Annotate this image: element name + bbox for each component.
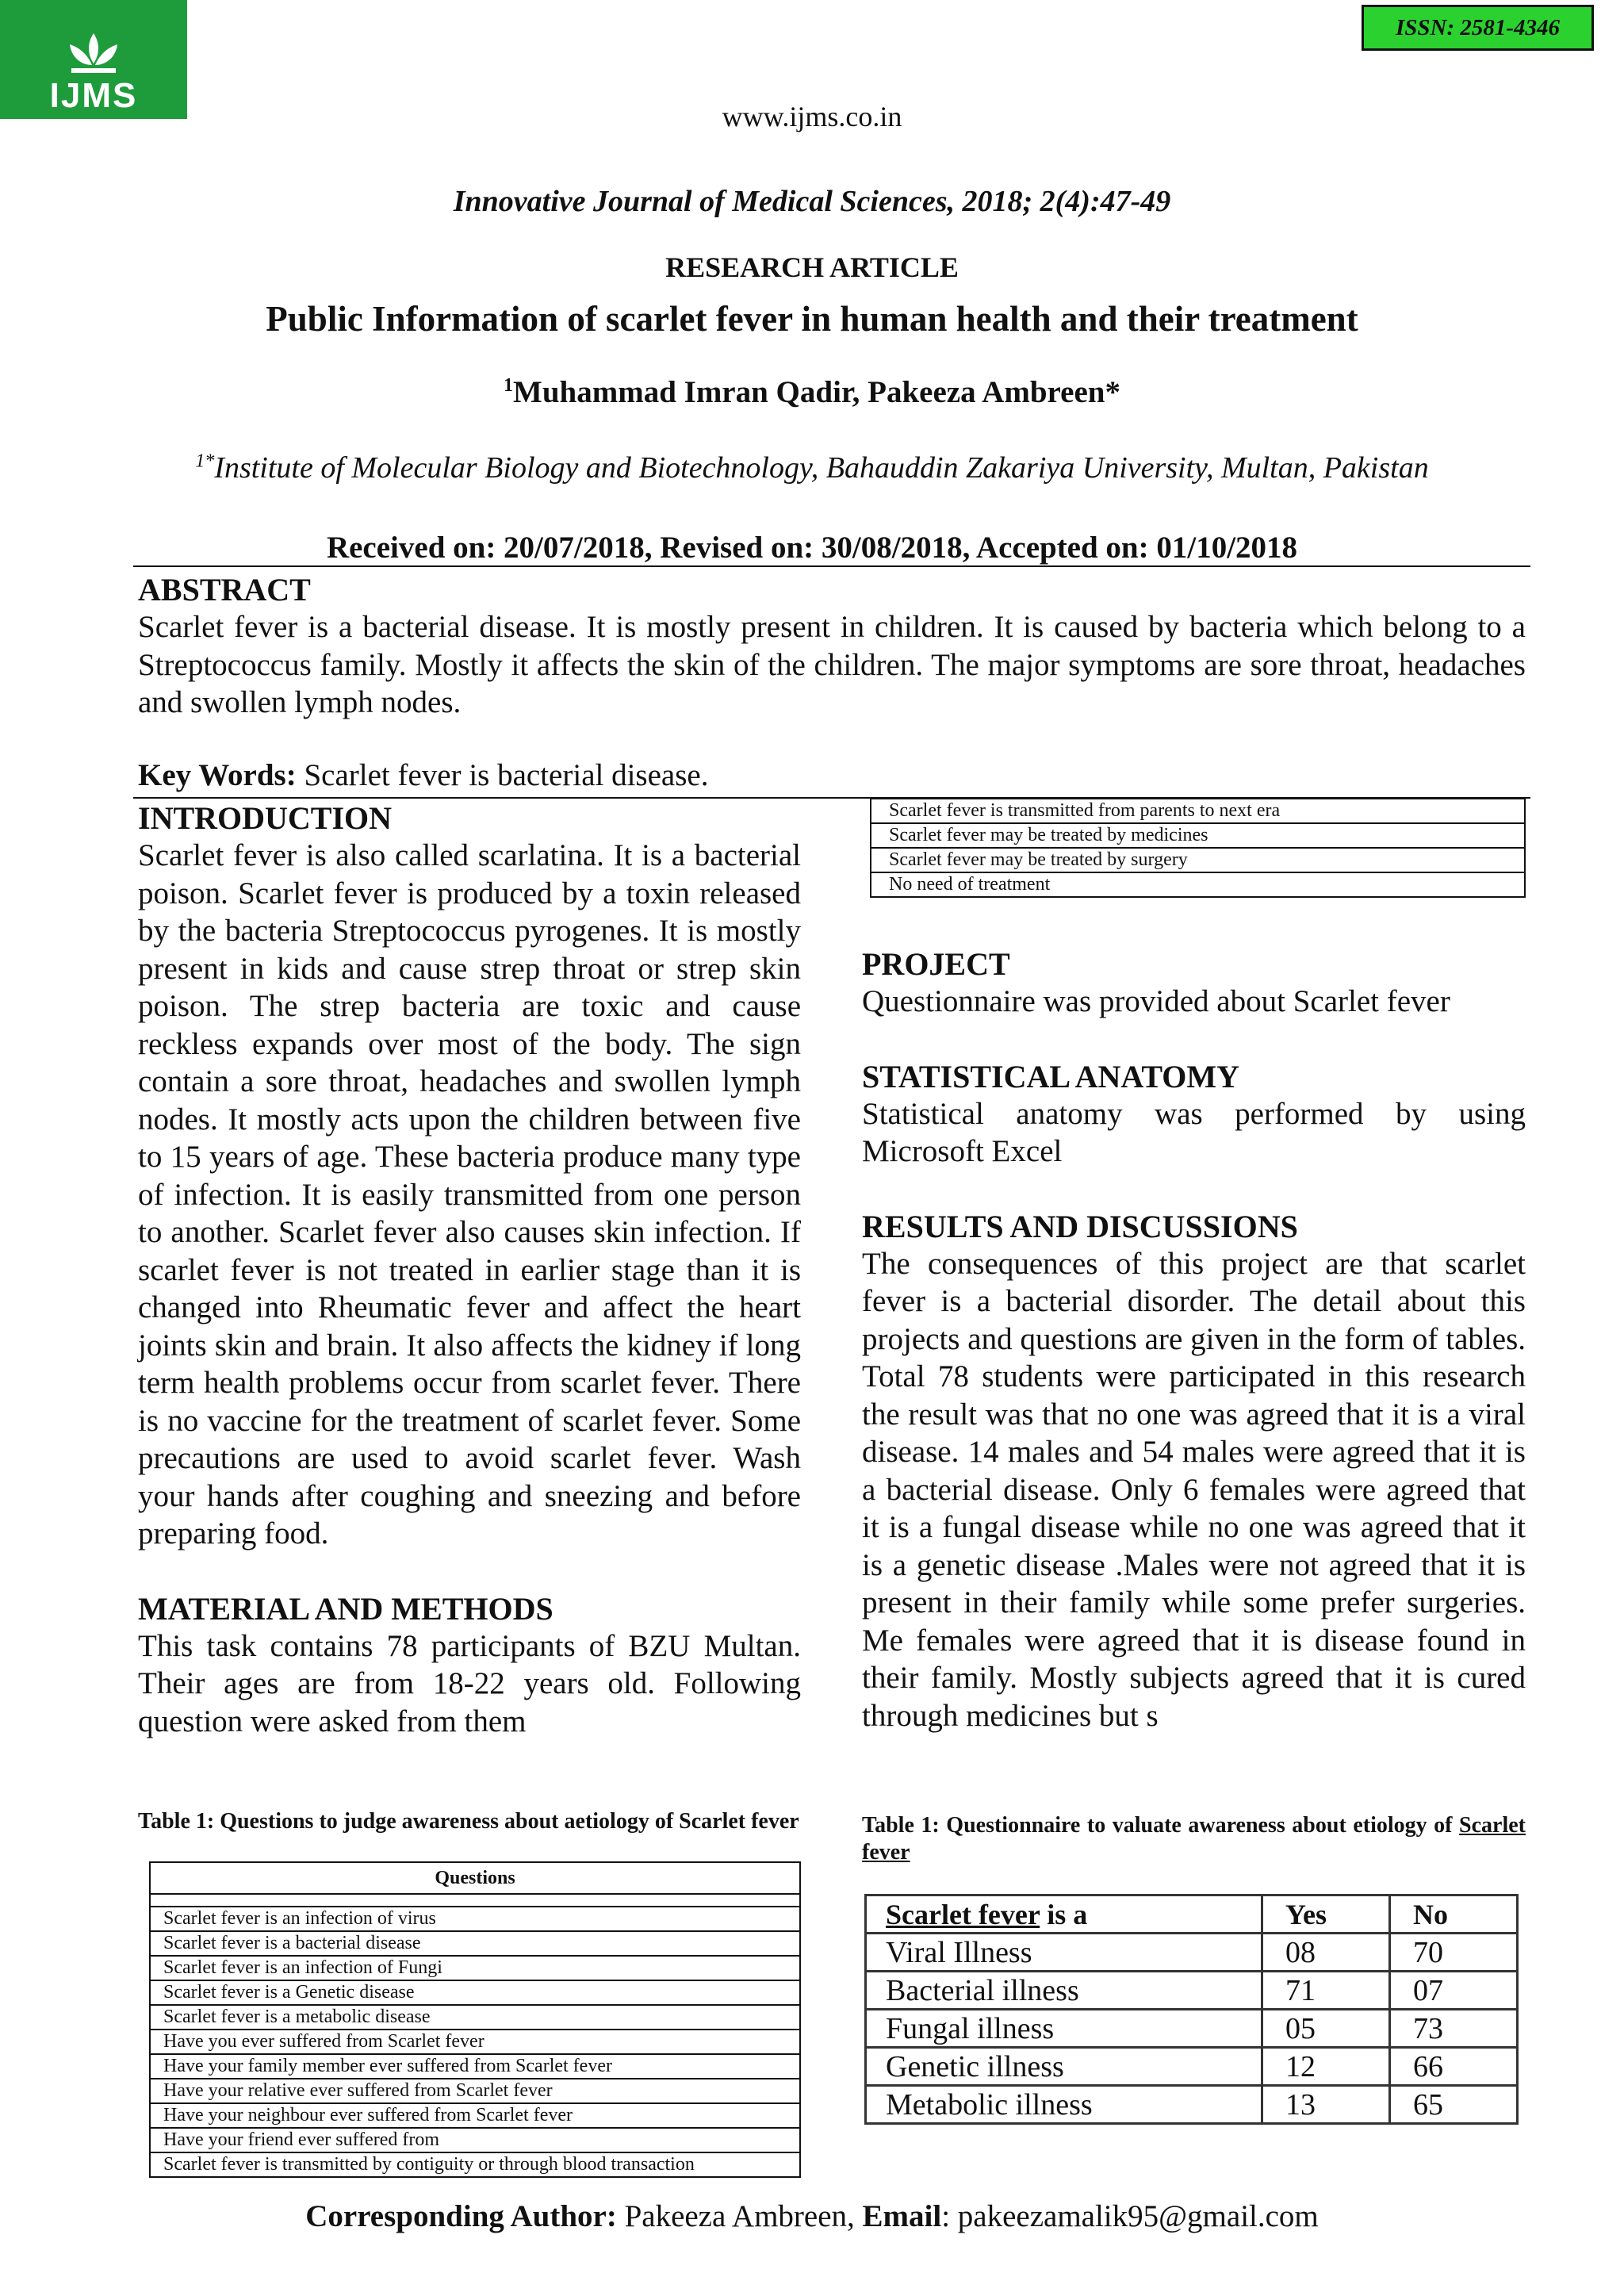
authors xyxy=(0,374,1624,410)
questions-table xyxy=(149,1861,801,2178)
table-row: Bacterial illness 71 07 xyxy=(866,1972,1518,2010)
table-row: Have your friend ever suffered from xyxy=(150,2128,800,2152)
statistics-text: Statistical anatomy was performed by using Microsoft Excel xyxy=(862,1096,1526,1168)
table-row: Scarlet fever is an infection of virus xyxy=(150,1907,800,1931)
table-row: Scarlet fever may be treated by medicines xyxy=(871,823,1525,848)
results-table xyxy=(864,1894,1519,2125)
keywords-label: Key Words: xyxy=(138,758,297,792)
project-heading: PROJECT xyxy=(862,946,1010,982)
table-row: Scarlet fever is transmitted by contiguity or through blood transaction xyxy=(150,2152,800,2177)
table-row: Scarlet fever is a metabolic disease xyxy=(150,2005,800,2030)
table-row: Fungal illness 05 73 xyxy=(866,2010,1518,2048)
authors-names: Muhammad Imran Qadir, Pakeeza Ambreen* xyxy=(513,375,1120,409)
statistics-heading: STATISTICAL ANATOMY xyxy=(862,1058,1240,1094)
table-row: Have your neighbour ever suffered from Scarlet fever xyxy=(150,2103,800,2128)
affiliation-superscript: 1* xyxy=(195,450,215,472)
author-name: Pakeeza Ambreen, xyxy=(616,2199,863,2233)
introduction-heading: INTRODUCTION xyxy=(138,800,393,836)
divider xyxy=(133,565,1530,567)
affiliation xyxy=(0,450,1624,485)
logo-text: IJMS xyxy=(49,76,138,115)
email-address[interactable]: : pakeezamalik95@gmail.com xyxy=(941,2199,1319,2233)
abstract-heading: ABSTRACT xyxy=(138,572,311,608)
results-table-header xyxy=(866,1895,1518,1934)
table-row: Scarlet fever is a bacterial disease xyxy=(150,1931,800,1956)
paper-title: Public Information of scarlet fever in human health and their treatment xyxy=(266,299,1358,339)
leaf-logo-icon xyxy=(63,30,124,76)
table-row: Scarlet fever is an infection of Fungi xyxy=(150,1956,800,1980)
journal-url[interactable]: www.ijms.co.in xyxy=(722,101,902,132)
questions-table-continued xyxy=(870,798,1526,898)
keywords-text: Scarlet fever is bacterial disease. xyxy=(296,758,709,792)
abstract-text: Scarlet fever is a bacterial disease. It is mostly present in children. It is caused by bacteria which belong to a Streptococcus family. Mostly it affects the skin of the children. The major symptoms are sore throat, headaches and swollen lymph nodes. xyxy=(138,610,1526,719)
keywords xyxy=(138,757,708,793)
table1-results-caption: Table 1: Questionnaire to valuate awareness about etiology of Scarlet fever xyxy=(862,1813,1526,1865)
affiliation-text: Institute of Molecular Biology and Biotechnology, Bahauddin Zakariya University, Multan, Pakistan xyxy=(214,451,1429,485)
table-row: Scarlet fever is a Genetic disease xyxy=(150,1980,800,2005)
email-label: Email xyxy=(862,2199,942,2233)
column-header-yes: Yes xyxy=(1262,1895,1390,1934)
table-row: Scarlet fever may be treated by surgery xyxy=(871,848,1525,872)
project-text: Questionnaire was provided about Scarlet fever xyxy=(862,984,1450,1018)
journal-citation: Innovative Journal of Medical Sciences, 2018; 2(4):47-49 xyxy=(453,185,1171,218)
column-header-illness: Scarlet fever is a xyxy=(866,1895,1262,1934)
table-row: No need of treatment xyxy=(871,872,1525,897)
table-row: Have your family member ever suffered from Scarlet fever xyxy=(150,2054,800,2079)
table-row: Have you ever suffered from Scarlet fever xyxy=(150,2030,800,2054)
table-row: Viral Illness 08 70 xyxy=(866,1934,1518,1972)
results-text: The consequences of this project are that scarlet fever is a bacterial disorder. The detail about this projects and questions are given in the form of tables. Total 78 students were participated in this research the result was that no one was agreed that it is a viral disease. 14 males and 54 males were agreed that it is a bacterial disease. Only 6 females were agreed that it is a fungal disease while no one was agreed that it is a genetic disease .Males were not agreed that it is present in their family while some prefer surgeries. Me females were agreed that it is disease found in their family. Mostly subjects agreed that it is cured through medicines but s xyxy=(862,1246,1526,1733)
methods-heading: MATERIAL AND METHODS xyxy=(138,1590,553,1627)
table-row: Scarlet fever is transmitted from parents to next era xyxy=(871,799,1525,823)
issn-badge: ISSN: 2581-4346 xyxy=(1362,5,1594,51)
table-row: Genetic illness 12 66 xyxy=(866,2048,1518,2086)
right-column xyxy=(862,945,1526,1734)
table1-questions-caption: Table 1: Questions to judge awareness about aetiology of Scarlet fever xyxy=(138,1809,799,1834)
left-column xyxy=(138,799,801,1740)
introduction-text: Scarlet fever is also called scarlatina. It is a bacterial poison. Scarlet fever is produced by a toxin released by the bacteria Streptococcus pyrogenes. It is mostly present in kids and cause strep throat or strep skin poison. The strep bacteria are toxic and cause reckless expands over most of the body. The sign contain a sore throat, headaches and swollen lymph nodes. It mostly acts upon the children between five to 15 years of age. These bacteria produce many type of infection. It is easily transmitted from one person to another. Scarlet fever also causes skin infection. If scarlet fever is not treated in earlier stage than it is changed into Rheumatic fever and affect the heart joints skin and brain. It also affects the kidney if long term health problems occur from scarlet fever. There is no vaccine for the treatment of scarlet fever. Some precautions are used to avoid scarlet fever. Wash your hands after coughing and sneezing and before preparing food. xyxy=(138,838,801,1550)
results-heading: RESULTS AND DISCUSSIONS xyxy=(862,1208,1298,1244)
submission-dates: Received on: 20/07/2018, Revised on: 30/08/2018, Accepted on: 01/10/2018 xyxy=(326,531,1298,565)
authors-superscript: 1 xyxy=(504,375,514,396)
column-header-no: No xyxy=(1390,1895,1518,1934)
table-row: Have your relative ever suffered from Scarlet fever xyxy=(150,2079,800,2103)
table-row: Metabolic illness 13 65 xyxy=(866,2086,1518,2124)
author-label: Corresponding Author: xyxy=(305,2199,617,2233)
questions-table-header: Questions xyxy=(150,1862,800,1894)
methods-text: This task contains 78 participants of BZU Multan. Their ages are from 18-22 years old. Following question were asked from them xyxy=(138,1628,801,1738)
corresponding-author xyxy=(0,2198,1624,2234)
article-type: RESEARCH ARTICLE xyxy=(665,251,959,283)
abstract-section xyxy=(138,571,1526,722)
